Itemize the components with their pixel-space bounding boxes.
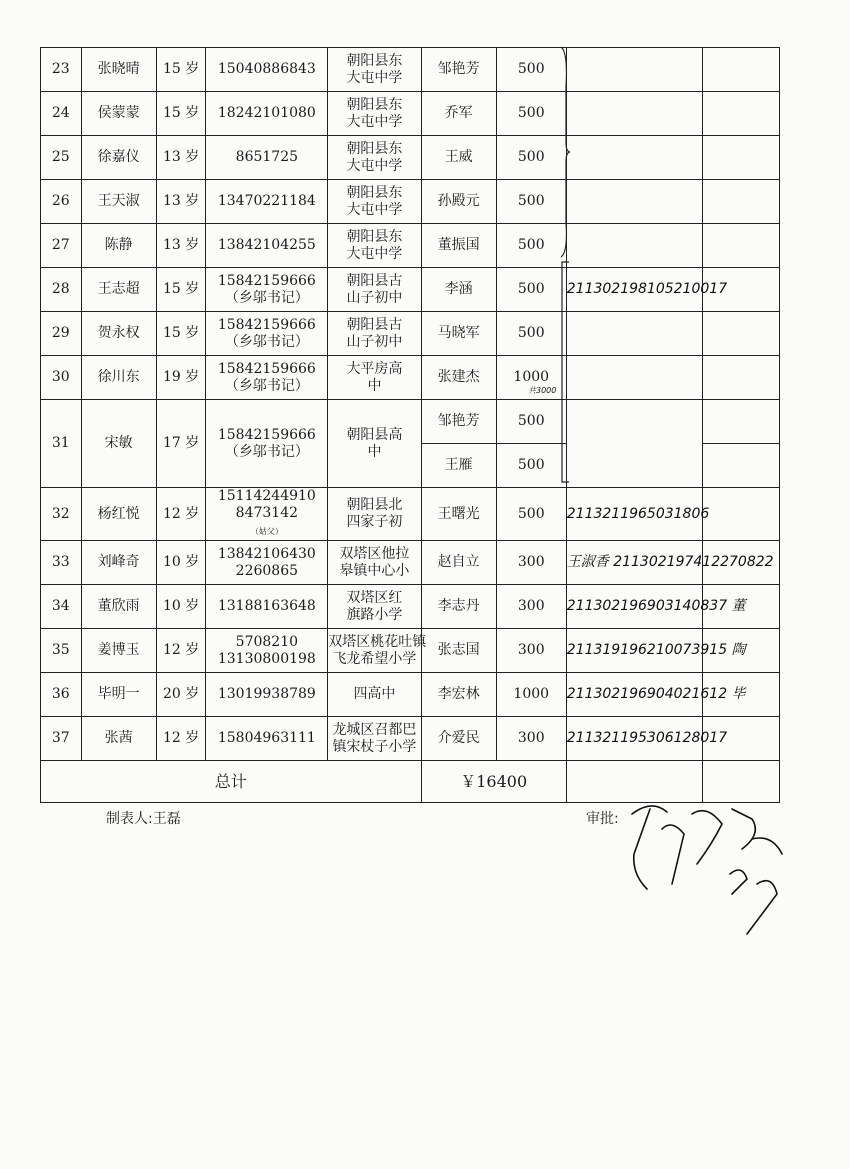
- phone: 13019938789: [206, 673, 328, 717]
- amount: 500: [496, 180, 566, 224]
- cell-line: 朝阳县高: [346, 426, 403, 443]
- cell-line: 13130800198: [217, 650, 316, 667]
- amount: 500: [496, 136, 566, 180]
- school: [328, 629, 427, 673]
- approver-signature-icon: [612, 794, 802, 944]
- signature: [566, 136, 702, 180]
- signature: [566, 92, 702, 136]
- school: [328, 92, 421, 136]
- cell-line: 旗路小学: [346, 606, 403, 623]
- phone: 15804963111: [206, 717, 328, 761]
- extra: [702, 312, 779, 356]
- student-name: 侯蒙蒙: [81, 92, 156, 136]
- row-number: 23: [41, 48, 82, 92]
- table-row: [41, 92, 780, 136]
- student-name: 宋敏: [81, 400, 156, 488]
- signature: [566, 48, 702, 92]
- school: [328, 717, 421, 761]
- table-row: [41, 136, 780, 180]
- cell-line: 大屯中学: [346, 157, 403, 174]
- extra: [702, 136, 779, 180]
- age: 19 岁: [156, 356, 206, 400]
- cell-line: （乡邬书记）: [224, 377, 309, 394]
- cell-line: 大屯中学: [346, 69, 403, 86]
- school: [328, 136, 421, 180]
- signature: 2113211965031806: [566, 488, 702, 541]
- amount: 300: [496, 629, 566, 673]
- student-name: 陈静: [81, 224, 156, 268]
- table-row: [41, 541, 780, 585]
- amount: 500: [496, 224, 566, 268]
- extra: [702, 224, 779, 268]
- teacher: 王曙光: [421, 488, 496, 541]
- phone: 15040886843: [206, 48, 328, 92]
- school: [328, 180, 421, 224]
- teacher: 邹艳芳: [421, 48, 496, 92]
- teacher: 马晓军: [421, 312, 496, 356]
- phone: [206, 400, 328, 488]
- student-name: 杨红悦: [81, 488, 156, 541]
- student-name: 王志超: [81, 268, 156, 312]
- student-name: 刘峰奇: [81, 541, 156, 585]
- row-number: 34: [41, 585, 82, 629]
- table-row: [41, 180, 780, 224]
- cell-line: 飞龙希望小学: [332, 650, 417, 667]
- table-row: [41, 488, 780, 541]
- amount: 500: [496, 400, 566, 444]
- age: 15 岁: [156, 48, 206, 92]
- cell-line: 朝阳县东: [346, 140, 403, 157]
- cell-line: 朝阳县古: [346, 316, 403, 333]
- school: [328, 356, 421, 400]
- amount: 500: [496, 488, 566, 541]
- row-number: 30: [41, 356, 82, 400]
- row-number: 33: [41, 541, 82, 585]
- cell-line: （乡邬书记）: [224, 289, 309, 306]
- table-row: [41, 585, 780, 629]
- row-number: 36: [41, 673, 82, 717]
- cell-line: 山子初中: [346, 289, 403, 306]
- school: [328, 48, 421, 92]
- cell-line: （乡邬书记）: [224, 443, 309, 460]
- table-row: [41, 48, 780, 92]
- student-name: 姜博玉: [81, 629, 156, 673]
- row-number: 24: [41, 92, 82, 136]
- row-number: 26: [41, 180, 82, 224]
- cell-line: 四高中: [353, 686, 396, 702]
- brace-icon: [560, 47, 570, 257]
- teacher: 李志丹: [421, 585, 496, 629]
- teacher: 张志国: [421, 629, 496, 673]
- teacher: 张建杰: [421, 356, 496, 400]
- signature: [566, 224, 702, 268]
- age: 12 岁: [156, 488, 206, 541]
- row-number: 29: [41, 312, 82, 356]
- teacher: 赵自立: [421, 541, 496, 585]
- maker-label: 制表人:王磊: [106, 811, 181, 827]
- age: 17 岁: [156, 400, 206, 488]
- age: 13 岁: [156, 224, 206, 268]
- cell-line: 大屯中学: [346, 201, 403, 218]
- table-row: [41, 673, 780, 717]
- cell-line: 15842159666: [217, 316, 316, 333]
- phone: 13188163648: [206, 585, 328, 629]
- cell-line: 5708210: [235, 633, 299, 650]
- amount: 300: [496, 717, 566, 761]
- phone: 13470221184: [206, 180, 328, 224]
- signature: [566, 180, 702, 224]
- age: 13 岁: [156, 180, 206, 224]
- age: 10 岁: [156, 585, 206, 629]
- teacher: 董振国: [421, 224, 496, 268]
- cell-line: 朝阳县东: [346, 52, 403, 69]
- cell-line: 朝阳县东: [346, 96, 403, 113]
- age: 10 岁: [156, 541, 206, 585]
- phone: [206, 312, 328, 356]
- amount: 500: [496, 48, 566, 92]
- cell-line: 13842106430: [217, 545, 316, 562]
- student-name: 张茜: [81, 717, 156, 761]
- phone-note: （姑父）: [250, 527, 283, 536]
- signature: [566, 356, 702, 400]
- school: [328, 268, 421, 312]
- teacher: 乔军: [421, 92, 496, 136]
- cell-line: 大平房高: [346, 360, 403, 377]
- extra: [702, 488, 779, 541]
- row-number: 37: [41, 717, 82, 761]
- school: [328, 541, 421, 585]
- student-name: 徐川东: [81, 356, 156, 400]
- student-name: 徐嘉仪: [81, 136, 156, 180]
- extra: [702, 444, 779, 488]
- phone-note-wrap: [206, 522, 327, 540]
- age: 20 岁: [156, 673, 206, 717]
- school: [328, 585, 421, 629]
- age: 12 岁: [156, 717, 206, 761]
- school: [328, 312, 421, 356]
- school: [328, 673, 421, 717]
- phone: [206, 541, 328, 585]
- student-name: 贺永权: [81, 312, 156, 356]
- cell-line: 山子初中: [346, 333, 403, 350]
- teacher: 李宏林: [421, 673, 496, 717]
- teacher: 李涵: [421, 268, 496, 312]
- age: 12 岁: [156, 629, 206, 673]
- signature: [566, 400, 702, 488]
- student-name: 董欣雨: [81, 585, 156, 629]
- teacher: 孙殿元: [421, 180, 496, 224]
- table-row: [41, 312, 780, 356]
- amount: 500: [496, 312, 566, 356]
- sheet: [40, 47, 780, 803]
- teacher: 介爱民: [421, 717, 496, 761]
- total-value: ￥16400: [421, 761, 566, 803]
- signature: [566, 312, 702, 356]
- phone: [206, 488, 328, 541]
- phone: 8651725: [206, 136, 328, 180]
- phone: [206, 268, 328, 312]
- phone: [206, 629, 328, 673]
- amount: 500: [496, 92, 566, 136]
- student-name: 毕明一: [81, 673, 156, 717]
- table-row: [41, 268, 780, 312]
- amount: 300: [496, 541, 566, 585]
- signature: 211302196903140837 董: [566, 585, 702, 629]
- extra: [702, 48, 779, 92]
- extra: [702, 180, 779, 224]
- cell-line: 中: [367, 443, 382, 460]
- phone: 13842104255: [206, 224, 328, 268]
- table-row: [41, 717, 780, 761]
- cell-line: 大屯中学: [346, 113, 403, 130]
- amount: 1000: [496, 356, 566, 400]
- extra: [702, 92, 779, 136]
- age: 13 岁: [156, 136, 206, 180]
- cell-line: 15842159666: [217, 272, 316, 289]
- age: 15 岁: [156, 312, 206, 356]
- student-name: 王天淑: [81, 180, 156, 224]
- cell-line: 大屯中学: [346, 245, 403, 262]
- cell-line: 2260865: [235, 562, 299, 579]
- row-number: 31: [41, 400, 82, 488]
- table-row: [41, 629, 780, 673]
- subsidy-table: [40, 47, 780, 803]
- cell-line: 朝阳县北: [346, 497, 403, 513]
- cell-line: 龙城区召都巴: [332, 721, 417, 738]
- approve-label: 审批:: [586, 811, 619, 827]
- bracket-icon: [560, 262, 570, 482]
- cell-line: 双塔区红: [346, 589, 403, 606]
- amount-note: 共3000: [528, 386, 557, 395]
- cell-line: 双塔区桃花吐镇: [328, 633, 427, 650]
- signature: 王淑香 211302197412270822: [566, 541, 702, 585]
- cell-line: 皋镇中心小: [339, 562, 410, 579]
- cell-line: 朝阳县东: [346, 184, 403, 201]
- amount: 500: [496, 268, 566, 312]
- cell-line: 中: [367, 377, 382, 394]
- amount: 1000: [496, 673, 566, 717]
- row-number: 32: [41, 488, 82, 541]
- signature: 211321195306128017: [566, 717, 702, 761]
- table-row: [41, 400, 780, 444]
- cell-line: 15842159666: [217, 360, 316, 377]
- cell-line: 15114244910: [217, 488, 316, 504]
- table-row: [41, 356, 780, 400]
- school: [328, 224, 421, 268]
- row-number: 27: [41, 224, 82, 268]
- school: [328, 400, 421, 488]
- age: 15 岁: [156, 268, 206, 312]
- row-number: 28: [41, 268, 82, 312]
- cell-line: 朝阳县古: [346, 272, 403, 289]
- teacher: 王威: [421, 136, 496, 180]
- age: 15 岁: [156, 92, 206, 136]
- amount: 300: [496, 585, 566, 629]
- cell-line: 双塔区他拉: [339, 545, 410, 562]
- student-name: 张晓晴: [81, 48, 156, 92]
- total-label: 总计: [41, 761, 422, 803]
- amount: 500: [496, 444, 566, 488]
- school: [328, 488, 421, 541]
- cell-line: 朝阳县东: [346, 228, 403, 245]
- extra: [702, 400, 779, 444]
- cell-line: 镇宋杖子小学: [332, 738, 417, 755]
- cell-line: 8473142: [235, 505, 299, 521]
- table-row: [41, 224, 780, 268]
- cell-line: 四家子初: [346, 514, 403, 530]
- teacher: 王雁: [421, 444, 496, 488]
- signature: 211319196210073915 陶: [566, 629, 702, 673]
- teacher: 邹艳芳: [421, 400, 496, 444]
- row-number: 25: [41, 136, 82, 180]
- cell-line: 15842159666: [217, 426, 316, 443]
- phone: 18242101080: [206, 92, 328, 136]
- phone: [206, 356, 328, 400]
- signature: 211302196904021612 毕: [566, 673, 702, 717]
- extra: [702, 356, 779, 400]
- signature: 211302198105210017: [566, 268, 702, 312]
- cell-line: （乡邬书记）: [224, 333, 309, 350]
- row-number: 35: [41, 629, 82, 673]
